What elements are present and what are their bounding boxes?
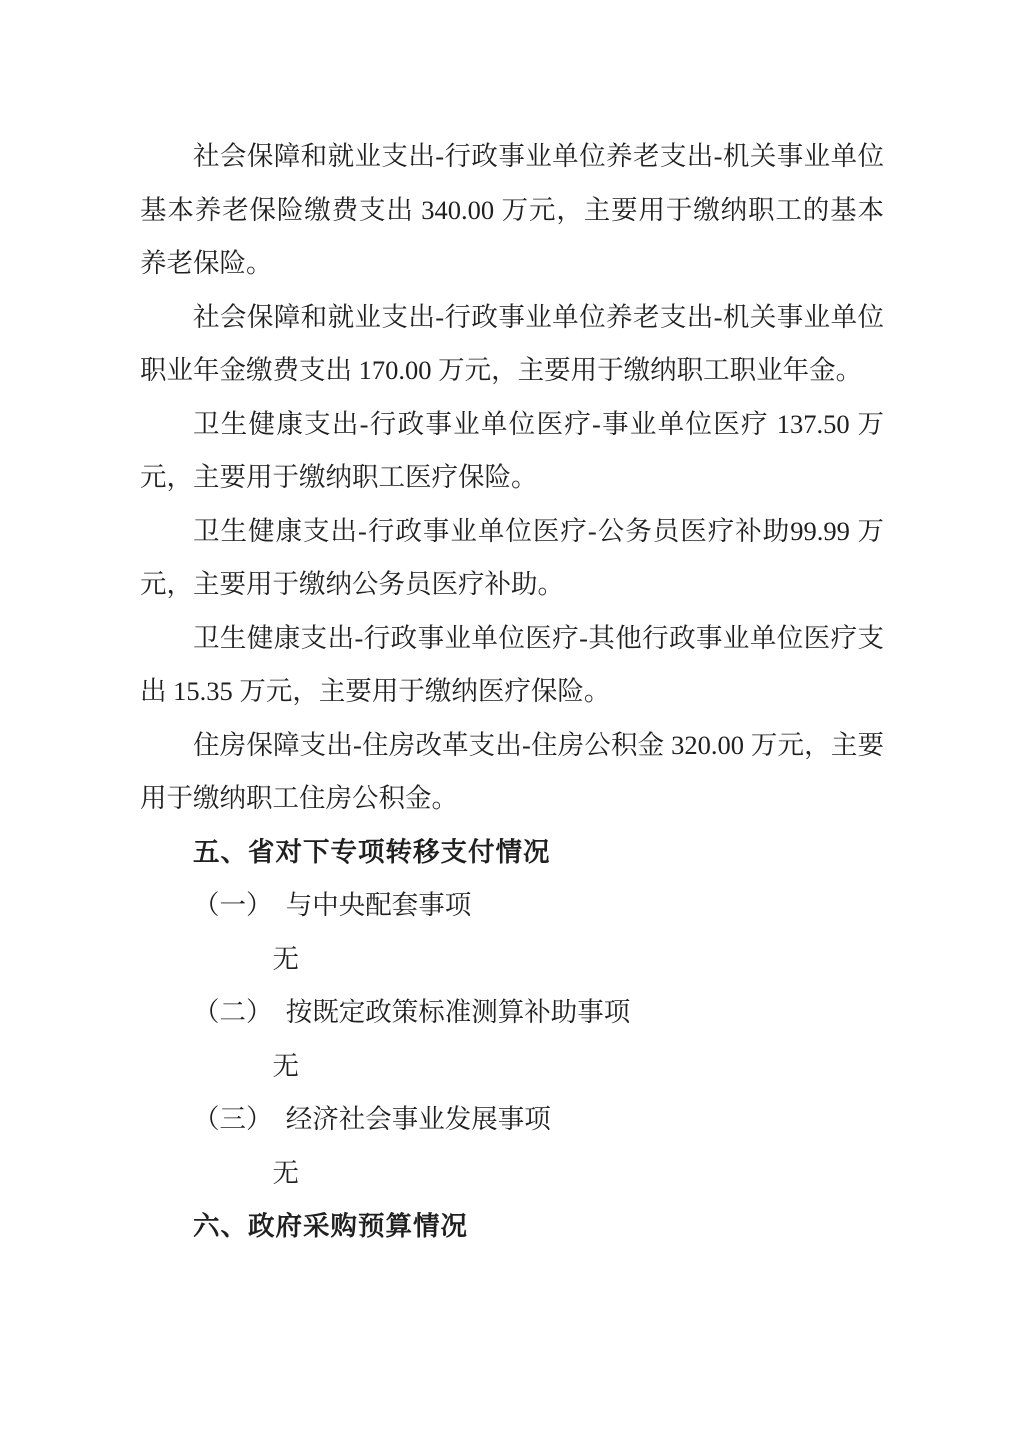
- body-paragraph-medical-other: 卫生健康支出-行政事业单位医疗-其他行政事业单位医疗支出 15.35 万元，主要用于缴纳医疗保险。: [140, 622, 884, 706]
- body-paragraph-medical-unit: 卫生健康支出-行政事业单位医疗-事业单位医疗 137.50 万元，主要用于缴纳职工医疗保险。: [140, 408, 884, 492]
- subsection-item-2-policy-subsidy: （二） 按既定政策标准测算补助事项: [193, 997, 631, 1027]
- body-paragraph-medical-civil: 卫生健康支出-行政事业单位医疗-公务员医疗补助99.99 万元，主要用于缴纳公务员医疗补助。: [140, 515, 884, 599]
- body-paragraph-pension-annuity: 社会保障和就业支出-行政事业单位养老支出-机关事业单位职业年金缴费支出 170.00 万元，主要用于缴纳职工职业年金。: [140, 301, 884, 385]
- subsection-item-1-central-match: （一） 与中央配套事项: [193, 890, 472, 920]
- subsection-item-3-socioeconomic: （三） 经济社会事业发展事项: [193, 1104, 551, 1134]
- none-value-1: 无: [272, 943, 299, 974]
- none-value-2: 无: [272, 1050, 299, 1081]
- none-value-3: 无: [272, 1157, 299, 1188]
- body-paragraph-pension-basic: 社会保障和就业支出-行政事业单位养老支出-机关事业单位基本养老保险缴费支出 340.00 万元，主要用于缴纳职工的基本养老保险。: [140, 141, 884, 278]
- document-content: [140, 130, 884, 1254]
- body-paragraph-housing-fund: 住房保障支出-住房改革支出-住房公积金 320.00 万元，主要用于缴纳职工住房公积金。: [140, 729, 884, 813]
- section-heading-5-transfer: 五、省对下专项转移支付情况: [193, 836, 551, 867]
- section-heading-6-procurement: 六、政府采购预算情况: [193, 1211, 468, 1241]
